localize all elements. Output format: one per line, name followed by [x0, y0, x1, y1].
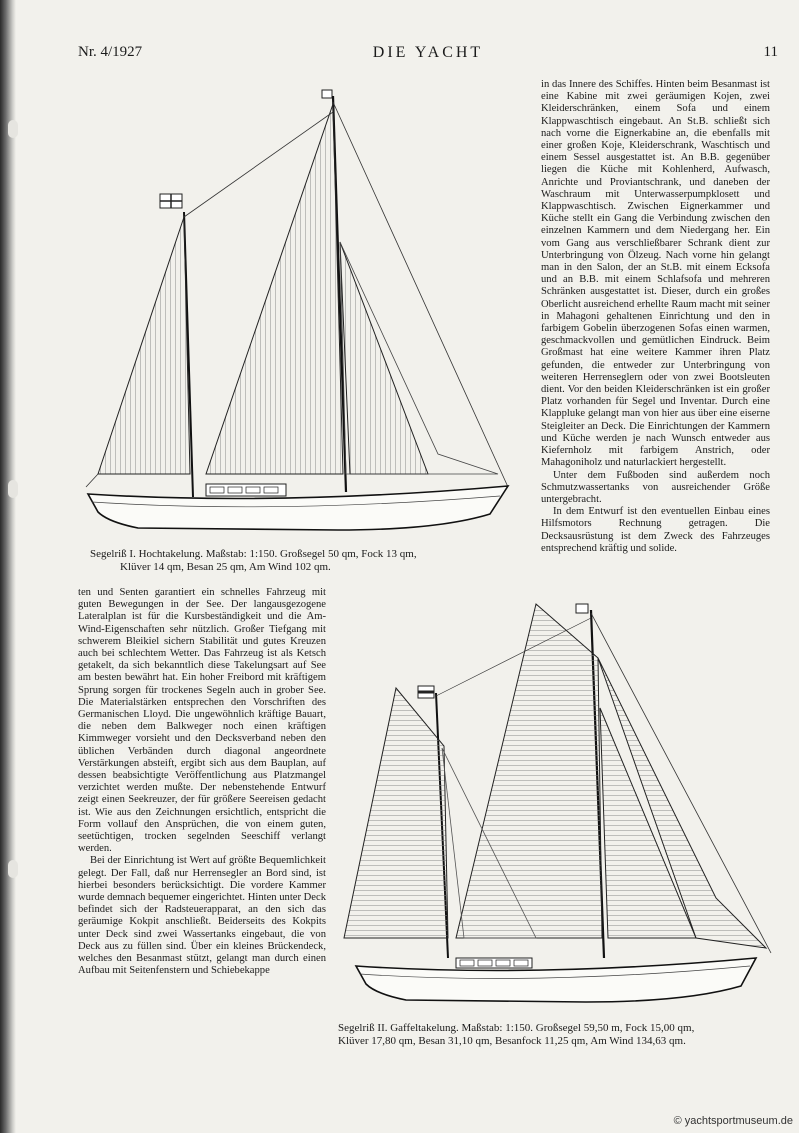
paragraph: Unter dem Fußboden sind außerdem noch Schmutzwassertanks von ausreichender Größe untergebracht.	[541, 469, 770, 505]
caption-line: Klüver 14 qm, Besan 25 qm, Am Wind 102 qm.	[120, 561, 331, 573]
right-column-text	[541, 79, 770, 555]
page-binding-shadow	[0, 0, 16, 1133]
caption-line: Segelriß I. Hochtakelung. Maßstab: 1:150. Großsegel 50 qm, Fock 13 qm,	[90, 548, 417, 560]
binding-hole	[8, 860, 18, 878]
binding-hole	[8, 480, 18, 498]
paragraph: in das Innere des Schiffes. Hinten beim Besanmast ist eine Kabine mit zwei geräumigen Kojen, zwei Kleiderschränken, einem Sofa und einem Klappwaschtisch eingebaut. An St.B. schließt sich nach vorne die Eignerkabine an, die ebenfalls mit einer großen Koje, Kleiderschrank, Waschtisch und einem Sessel ausgestattet ist. An B.B. gegenüber liegen die Küche mit Kohlenherd, Aufwasch, Anrichte und Proviantschrank, und daneben der Waschraum mit Unterwasserpumpklosett und Klappwaschtisch. Zwischen Eignerkammer und Küche stellt ein Gang die Verbindung zwischen den einzelnen Kammern und dem Niedergang her. Ein vom Gang aus verschließbarer Schrank dient zur Unterbringung von Ölzeug. Nach vorne hin gelangt man in den Salon, der an St.B. mit einem Ecksofa und an B.B. mit einem Schlafsofa und mehreren Schränken ausgestattet ist. Dieser, durch ein großes Oberlicht ausreichend erhellte Raum macht mit seiner in Mahagoni gehaltenen Einrichtung und den in farbigem Gobelin überzogenen Sofas einen warmen, geschmackvollen und gemütlichen Eindruck. Beim Großmast hat eine weitere Kammer ihren Platz gefunden, die entweder zur Unterbringung von weiteren Herrenseglern oder von zwei Bootsleuten dient. Vor den beiden Kleiderschränken ist ein großer Platz vorhanden für Segel und Inventar. Durch eine Klappluke gelangt man von hier aus über eine eiserne Steigleiter an Deck. Die Einrichtungen der Kammern und Küche werden je nach Wunsch entweder aus Kiefernholz mit farbigem Anstrich, oder Mahagoniholz und naturlackiert hergestellt.	[541, 79, 770, 469]
issue-number: Nr. 4/1927	[78, 44, 143, 60]
page-header	[78, 44, 778, 66]
paragraph: In dem Entwurf ist den eventuellen Einbau eines Hilfsmotors Rechnung getragen. Die Decksausrüstung ist dem Zweck des Fahrzeuges entsprechend kräftig und solide.	[541, 506, 770, 554]
page-number: 11	[763, 44, 778, 60]
magazine-title: DIE YACHT	[372, 44, 484, 61]
paragraph: ten und Senten garantiert ein schnelles Fahrzeug mit guten Bewegungen in der See. Der langausgezogene Lateralplan ist für die Kursbeständigkeit und die Am-Wind-Eigenschaften sehr nützlich. Großer Tiefgang mit schwerem Bleikiel sichern Stabilität und gutes Kreuzen auch bei schlechtem Wetter. Das Fahrzeug ist als Ketsch getakelt, da sich bekanntlich diese Takelungsart auf See am besten bewährt hat. Ein hoher Freibord mit kräftigem Sprung sorgen für trockenes Segeln auch in grober See. Die Materialstärken entsprechen den Vorschriften des Germanischen Lloyd. Die ungewöhnlich kräftige Bauart, die neben dem Balkweger noch einen kräftigen Kimmweger vorsieht und den Decksverband neben den üblichen Verbänden durch diagonal angeordnete Verstärkungen absteift, ergibt sich aus dem Bauplan, auf dessen beabsichtigte Veröffentlichung aus Platzmangel verzichtet werden mußte. Der nebenstehende Entwurf zeigt einen Seekreuzer, der für größere Seereisen gedacht ist. Wie aus den Zeichnungen ersichtlich, entspricht die Form vollauf den Ansprüchen, die von einem guten, seetüchtigen, trocken segelnden Seeschiff verlangt werden.	[78, 587, 326, 855]
caption-sail-plan-2	[338, 1022, 694, 1048]
caption-line: Segelriß II. Gaffeltakelung. Maßstab: 1:150. Großsegel 59,50 m, Fock 15,00 qm,	[338, 1022, 695, 1034]
watermark: © yachtsportmuseum.de	[673, 1115, 793, 1127]
caption-line: Klüver 17,80 qm, Besan 31,10 qm, Besanfock 11,25 qm, Am Wind 134,63 qm.	[338, 1035, 686, 1047]
sail-plan-2-drawing	[336, 598, 776, 1018]
paragraph: Bei der Einrichtung ist Wert auf größte Bequemlichkeit gelegt. Der Fall, daß nur Herrensegler an Bord sind, ist hierbei besonders berücksichtigt. Die vordere Kammer wurde demnach bequemer eingerichtet. Hinten unter Deck befindet sich der Radsteuerapparat, an den sich das geräumige Kokpit anschließt. Beiderseits des Kokpits unter Deck sind zwei Wassertanks eingebaut, die von Deck aus zu füllen sind. Über ein kleines Brückendeck, welches den Besanmast stützt, gelangt man durch einen Aufbau mit Seitenfenstern und Schiebekappe	[78, 855, 326, 977]
left-column-text	[78, 587, 326, 978]
binding-hole	[8, 120, 18, 138]
sail-plan-1-drawing	[78, 82, 538, 542]
caption-sail-plan-1	[90, 548, 417, 574]
